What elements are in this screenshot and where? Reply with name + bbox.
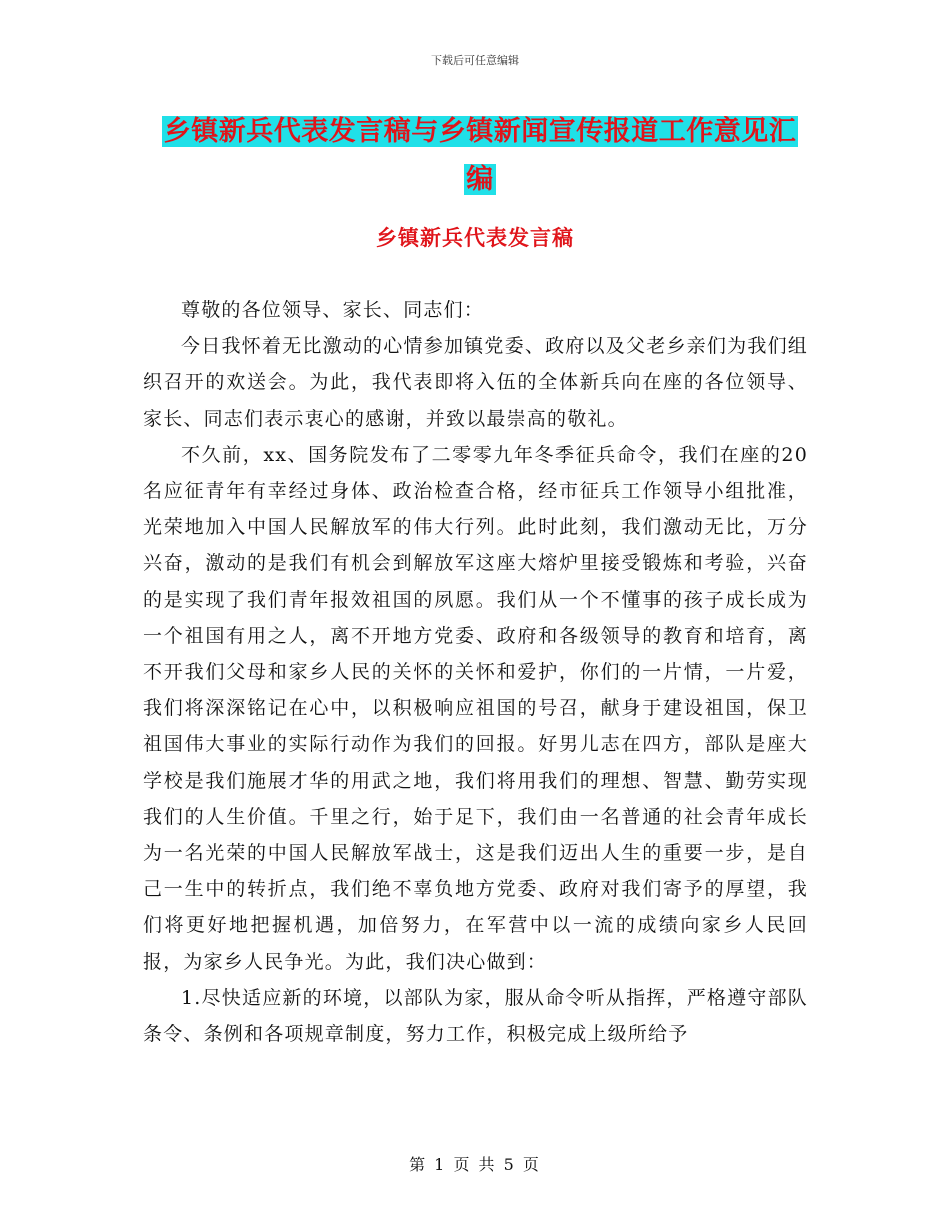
paragraph: 今日我怀着无比激动的心情参加镇党委、政府以及父老乡亲们为我们组织召开的欢送会。为此，我代表即将入伍的全体新兵向在座的各位领导、家长、同志们表示衷心的感谢，并致以最崇高的敬礼。	[143, 335, 808, 430]
document-title	[150, 108, 810, 204]
paragraph-list-item: 1.尽快适应新的环境，以部队为家，服从命令听从指挥，严格遵守部队条令、条例和各项规章制度，努力工作，积极完成上级所给予	[143, 986, 808, 1046]
page-header-note: 下载后可任意编辑	[431, 54, 519, 67]
document-title-text: 乡镇新兵代表发言稿与乡镇新闻宣传报道工作意见汇编	[163, 116, 797, 195]
paragraph-salutation: 尊敬的各位领导、家长、同志们：	[181, 299, 485, 321]
paragraph: 不久前，xx、国务院发布了二零零九年冬季征兵命令，我们在座的20名应征青年有幸经过身体、政治检查合格，经市征兵工作领导小组批准，光荣地加入中国人民解放军的伟大行列。此时此刻，我们激动无比，万分兴奋，激动的是我们有机会到解放军这座大熔炉里接受锻炼和考验，兴奋的是实现了我们青年报效祖国的夙愿。我们从一个不懂事的孩子成长成为一个祖国有用之人，离不开地方党委、政府和各级领导的教育和培育，离不开我们父母和家乡人民的关怀的关怀和爱护，你们的一片情，一片爱，我们将深深铭记在心中，以积极响应祖国的号召，献身于建设祖国，保卫祖国伟大事业的实际行动作为我们的回报。好男儿志在四方，部队是座大学校是我们施展才华的用武之地，我们将用我们的理想、智慧、勤劳实现我们的人生价值。千里之行，始于足下，我们由一名普通的社会青年成长为一名光荣的中国人民解放军战士，这是我们迈出人生的重要一步，是自己一生中的转折点，我们绝不辜负地方党委、政府对我们寄予的厚望，我们将更好地把握机遇，加倍努力，在军营中以一流的成绩向家乡人民回报，为家乡人民争光。为此，我们决心做到：	[143, 443, 808, 973]
page-footer-number: 第 1 页 共 5 页	[409, 1155, 541, 1174]
section-title: 乡镇新兵代表发言稿	[376, 226, 574, 250]
document-body	[143, 292, 808, 1052]
